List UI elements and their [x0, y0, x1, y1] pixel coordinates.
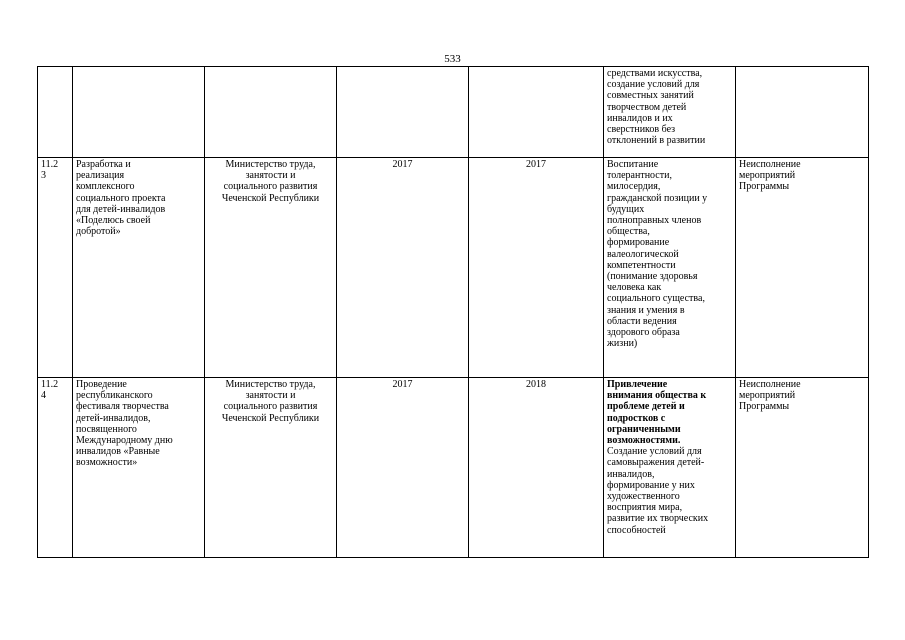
end-year-cell: 2017	[469, 158, 604, 378]
expected-result-cell: Воспитание толерантности, милосердия, гражданской позиции у будущих полноправных членов общества, формирование валеологической компетентности (понимание здоровья человека как социального существа, знания и умения в области ведения здорового образа жизни)	[604, 158, 736, 378]
start-year-cell	[337, 67, 469, 158]
end-year-cell	[469, 67, 604, 158]
expected-result-cell: Привлечение внимания общества к проблеме детей и подростков с ограниченными возможностями. Создание условий для самовыражения детей- инвалидов, формирование у них художественного восприятия мира, развитие их творческих способностей	[604, 378, 736, 558]
page-number: 533	[444, 53, 461, 65]
row-number-cell: 11.2 3	[38, 158, 73, 378]
executor-cell	[205, 67, 337, 158]
executor-cell: Министерство труда, занятости и социального развития Чеченской Республики	[205, 378, 337, 558]
table-row-11-24	[38, 378, 869, 558]
start-year-cell: 2017	[337, 158, 469, 378]
table-row-continuation	[38, 67, 869, 158]
measure-name-cell: Проведение республиканского фестиваля творчества детей-инвалидов, посвященного Международному дню инвалидов «Равные возможности»	[73, 378, 205, 558]
row-number-cell: 11.2 4	[38, 378, 73, 558]
consequence-cell: Неисполнение мероприятий Программы	[736, 378, 869, 558]
row-number-cell	[38, 67, 73, 158]
measure-name-cell: Разработка и реализация комплексного социального проекта для детей-инвалидов «Поделюсь своей добротой»	[73, 158, 205, 378]
executor-cell: Министерство труда, занятости и социального развития Чеченской Республики	[205, 158, 337, 378]
consequence-cell: Неисполнение мероприятий Программы	[736, 158, 869, 378]
measure-name-cell	[73, 67, 205, 158]
program-table	[37, 66, 869, 558]
table-row-11-23	[38, 158, 869, 378]
start-year-cell: 2017	[337, 378, 469, 558]
consequence-cell	[736, 67, 869, 158]
end-year-cell: 2018	[469, 378, 604, 558]
expected-result-cell: средствами искусства, создание условий для совместных занятий творчеством детей инвалидов и их сверстников без отклонений в развитии	[604, 67, 736, 158]
